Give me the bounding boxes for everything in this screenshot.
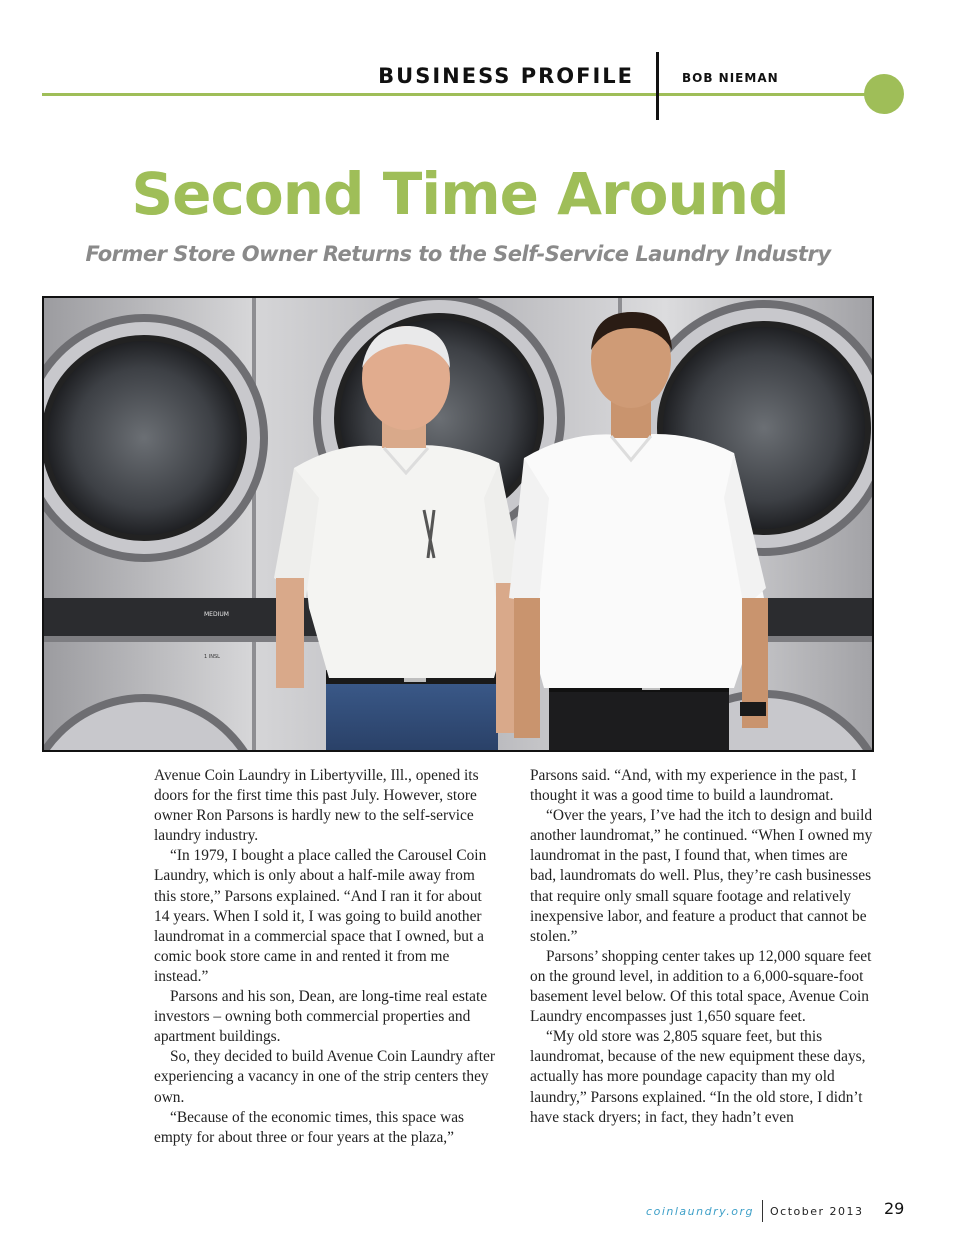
dryer-setting-label: MEDIUM — [204, 611, 229, 618]
page-number: 29 — [884, 1199, 905, 1218]
paragraph: Parsons’ shopping center takes up 12,000 square feet on the ground level, in addition to a 6,000-square-foot basement level below. Of this total space, Avenue Coin Laundry encompasses just 1,650 square feet. — [530, 947, 872, 1026]
paragraph: “In 1979, I bought a place called the Carousel Coin Laundry, which is only about a half-mile away from this store,” Parsons explained. “And I ran it for about 14 years. When I sold it, I was going to build another laundromat in a commercial space that I owned, but a comic book store came in and rented it from me instead.” — [154, 847, 487, 985]
footer-divider — [762, 1200, 763, 1222]
article-title: Second Time Around — [131, 160, 789, 228]
page-header — [0, 0, 960, 130]
footer-website-link[interactable]: coinlaundry.org — [646, 1205, 754, 1218]
footer-issue-date: October 2013 — [770, 1205, 864, 1218]
section-title: BUSINESS PROFILE — [378, 64, 634, 88]
paragraph: Parsons and his son, Dean, are long-time real estate investors – owning both commercial properties and apartment buildings. — [154, 988, 488, 1046]
header-rule — [42, 93, 880, 96]
paragraph: Parsons said. “And, with my experience in the past, I thought it was a good time to build a laundromat. — [530, 767, 857, 805]
dryer-control-label: 1 INSL — [204, 654, 220, 660]
paragraph: “My old store was 2,805 square feet, but this laundromat, because of the new equipment these days, actually has more poundage capacity than my old laundry,” Parsons explained. “In the old store, I didn’t have stack dryers; in fact, they hadn’t even — [530, 1028, 866, 1126]
paragraph: “Over the years, I’ve had the itch to design and build another laundromat,” he continued. “When I owned my laundromat in the past, I found that, when times are bad, laundromats do well. Plus, they’re cash businesses that require only small square footage and relatively inexpensive labor, and feature a product that cannot be stolen.” — [530, 807, 873, 945]
paragraph: Avenue Coin Laundry in Libertyville, Ill., opened its doors for the first time this past July. However, store owner Ron Parsons is hardly new to the self-service laundry industry. — [154, 767, 479, 845]
header-divider — [656, 52, 659, 120]
author-byline: BOB NIEMAN — [682, 71, 779, 85]
article-photo — [42, 296, 874, 752]
page-footer — [0, 1196, 960, 1226]
article-column-right — [530, 766, 874, 1128]
article-subtitle: Former Store Owner Returns to the Self-Service Laundry Industry — [85, 242, 831, 266]
article-column-left — [154, 766, 498, 1148]
paragraph: So, they decided to build Avenue Coin Laundry after experiencing a vacancy in one of the strip centers they own. — [154, 1048, 495, 1106]
green-circle-icon — [864, 74, 904, 114]
paragraph: “Because of the economic times, this space was empty for about three or four years at the plaza,” — [154, 1108, 465, 1146]
